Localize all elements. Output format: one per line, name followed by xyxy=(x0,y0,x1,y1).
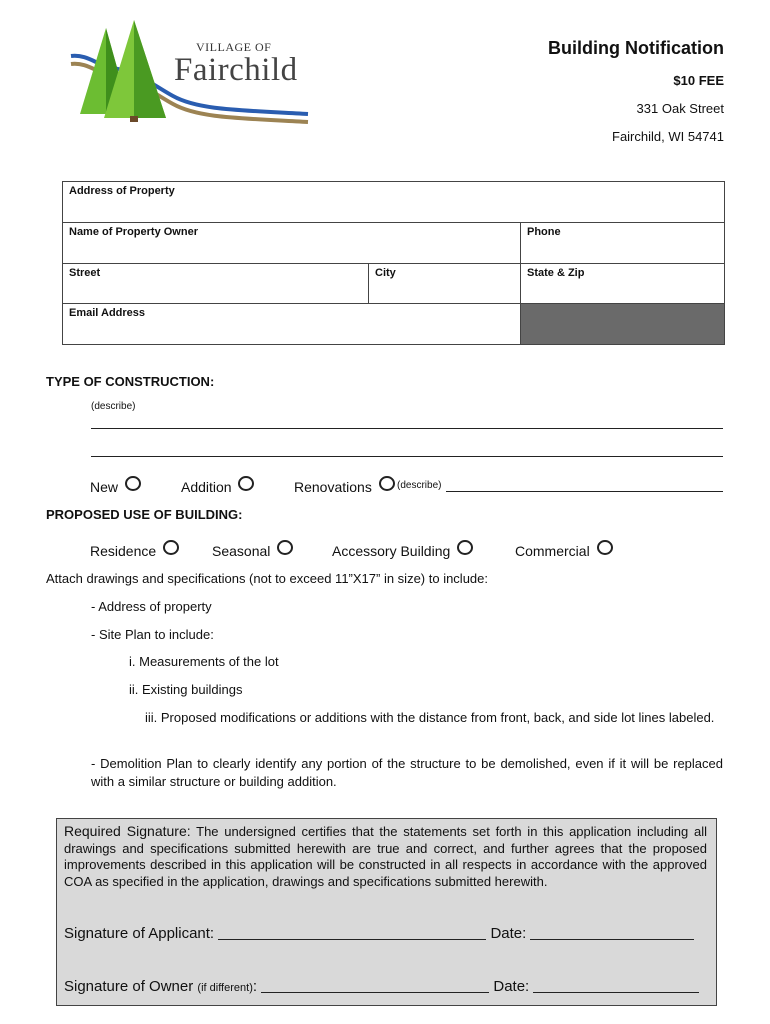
option-renovations-label: Renovations xyxy=(294,479,372,495)
applicant-date-line[interactable] xyxy=(530,925,694,940)
radio-circle-icon[interactable] xyxy=(163,540,179,555)
radio-circle-icon[interactable] xyxy=(238,476,254,491)
construction-describe-note: (describe) xyxy=(91,401,136,412)
option-seasonal-label: Seasonal xyxy=(212,543,271,559)
use-heading: PROPOSED USE OF BUILDING: xyxy=(46,507,243,522)
construction-describe-line-1[interactable] xyxy=(91,428,723,429)
email-label: Email Address xyxy=(69,307,146,319)
renovations-describe-note: (describe) xyxy=(397,480,442,491)
site-plan-sub-measurements: i. Measurements of the lot xyxy=(129,654,279,669)
city-field[interactable] xyxy=(368,263,521,304)
attach-item-site-plan: - Site Plan to include: xyxy=(91,627,214,642)
property-owner-label: Name of Property Owner xyxy=(69,226,198,238)
owner-signature-line[interactable] xyxy=(261,978,489,993)
applicant-signature-row xyxy=(64,925,694,942)
street-label: Street xyxy=(69,267,101,279)
applicant-date-label: Date: xyxy=(490,925,527,942)
option-residence-label: Residence xyxy=(90,543,157,559)
radio-circle-icon[interactable] xyxy=(125,476,141,491)
owner-signature-label: Signature of Owner xyxy=(64,978,194,995)
radio-circle-icon[interactable] xyxy=(597,540,613,555)
option-accessory-building[interactable] xyxy=(332,540,473,559)
radio-circle-icon[interactable] xyxy=(457,540,473,555)
option-renovations[interactable] xyxy=(294,476,395,495)
radio-circle-icon[interactable] xyxy=(379,476,395,491)
owner-signature-colon: : xyxy=(252,978,258,995)
site-plan-sub-proposed: iii. Proposed modifications or additions with the distance from front, back, and side lot lines labeled. xyxy=(145,710,715,725)
applicant-signature-label: Signature of Applicant: xyxy=(64,925,215,942)
city-label: City xyxy=(375,267,396,279)
property-owner-field[interactable] xyxy=(62,222,521,264)
construction-describe-line-2[interactable] xyxy=(91,456,723,457)
owner-date-label: Date: xyxy=(493,978,530,995)
option-commercial-label: Commercial xyxy=(515,543,590,559)
option-addition-label: Addition xyxy=(181,479,232,495)
office-city: Fairchild, WI 54741 xyxy=(612,129,724,144)
attach-intro: Attach drawings and specifications (not to exceed 11”X17” in size) to include: xyxy=(46,571,488,586)
owner-date-line[interactable] xyxy=(533,978,699,993)
required-signature-label: Required Signature: xyxy=(64,823,191,839)
logo-name-text: Fairchild xyxy=(174,52,298,88)
option-new[interactable] xyxy=(90,476,141,495)
owner-signature-row xyxy=(64,978,699,995)
attach-item-demolition: - Demolition Plan to clearly identify any portion of the structure to be demolished, even if it will be replaced with a similar structure or building addition. xyxy=(91,756,723,789)
phone-label: Phone xyxy=(527,226,561,238)
signature-statement: The undersigned certifies that the statements set forth in this application including all drawings and specifications submitted herewith are true and correct, and further agrees that the proposed improvements described in this application will be constructed in all respects in accordance with the approved COA as specified in the application, drawings and specifications submitted herewith. xyxy=(64,824,707,889)
signature-statement-block xyxy=(64,823,707,890)
address-of-property-label: Address of Property xyxy=(69,185,175,197)
logo-village-text: VILLAGE OF xyxy=(196,40,272,54)
option-new-label: New xyxy=(90,479,119,495)
state-zip-label: State & Zip xyxy=(527,267,585,279)
radio-circle-icon[interactable] xyxy=(277,540,293,555)
office-street: 331 Oak Street xyxy=(636,101,724,116)
applicant-signature-line[interactable] xyxy=(218,925,486,940)
form-title: Building Notification xyxy=(548,38,724,58)
option-commercial[interactable] xyxy=(515,540,613,559)
form-fee: $10 FEE xyxy=(673,73,724,88)
email-field[interactable] xyxy=(62,303,521,345)
option-residence[interactable] xyxy=(90,540,179,559)
phone-field[interactable] xyxy=(520,222,725,264)
owner-signature-note: (if different) xyxy=(197,982,253,994)
state-zip-field[interactable] xyxy=(520,263,725,304)
option-accessory-label: Accessory Building xyxy=(332,543,451,559)
attach-item-address: - Address of property xyxy=(91,599,212,614)
signature-box xyxy=(56,818,717,1006)
site-plan-sub-existing: ii. Existing buildings xyxy=(129,682,243,697)
renovations-describe-line[interactable] xyxy=(446,491,723,492)
street-field[interactable] xyxy=(62,263,369,304)
address-of-property-field[interactable] xyxy=(62,181,725,223)
option-addition[interactable] xyxy=(181,476,254,495)
shaded-cell xyxy=(520,303,725,345)
construction-heading: TYPE OF CONSTRUCTION: xyxy=(46,374,215,389)
option-seasonal[interactable] xyxy=(212,540,293,559)
